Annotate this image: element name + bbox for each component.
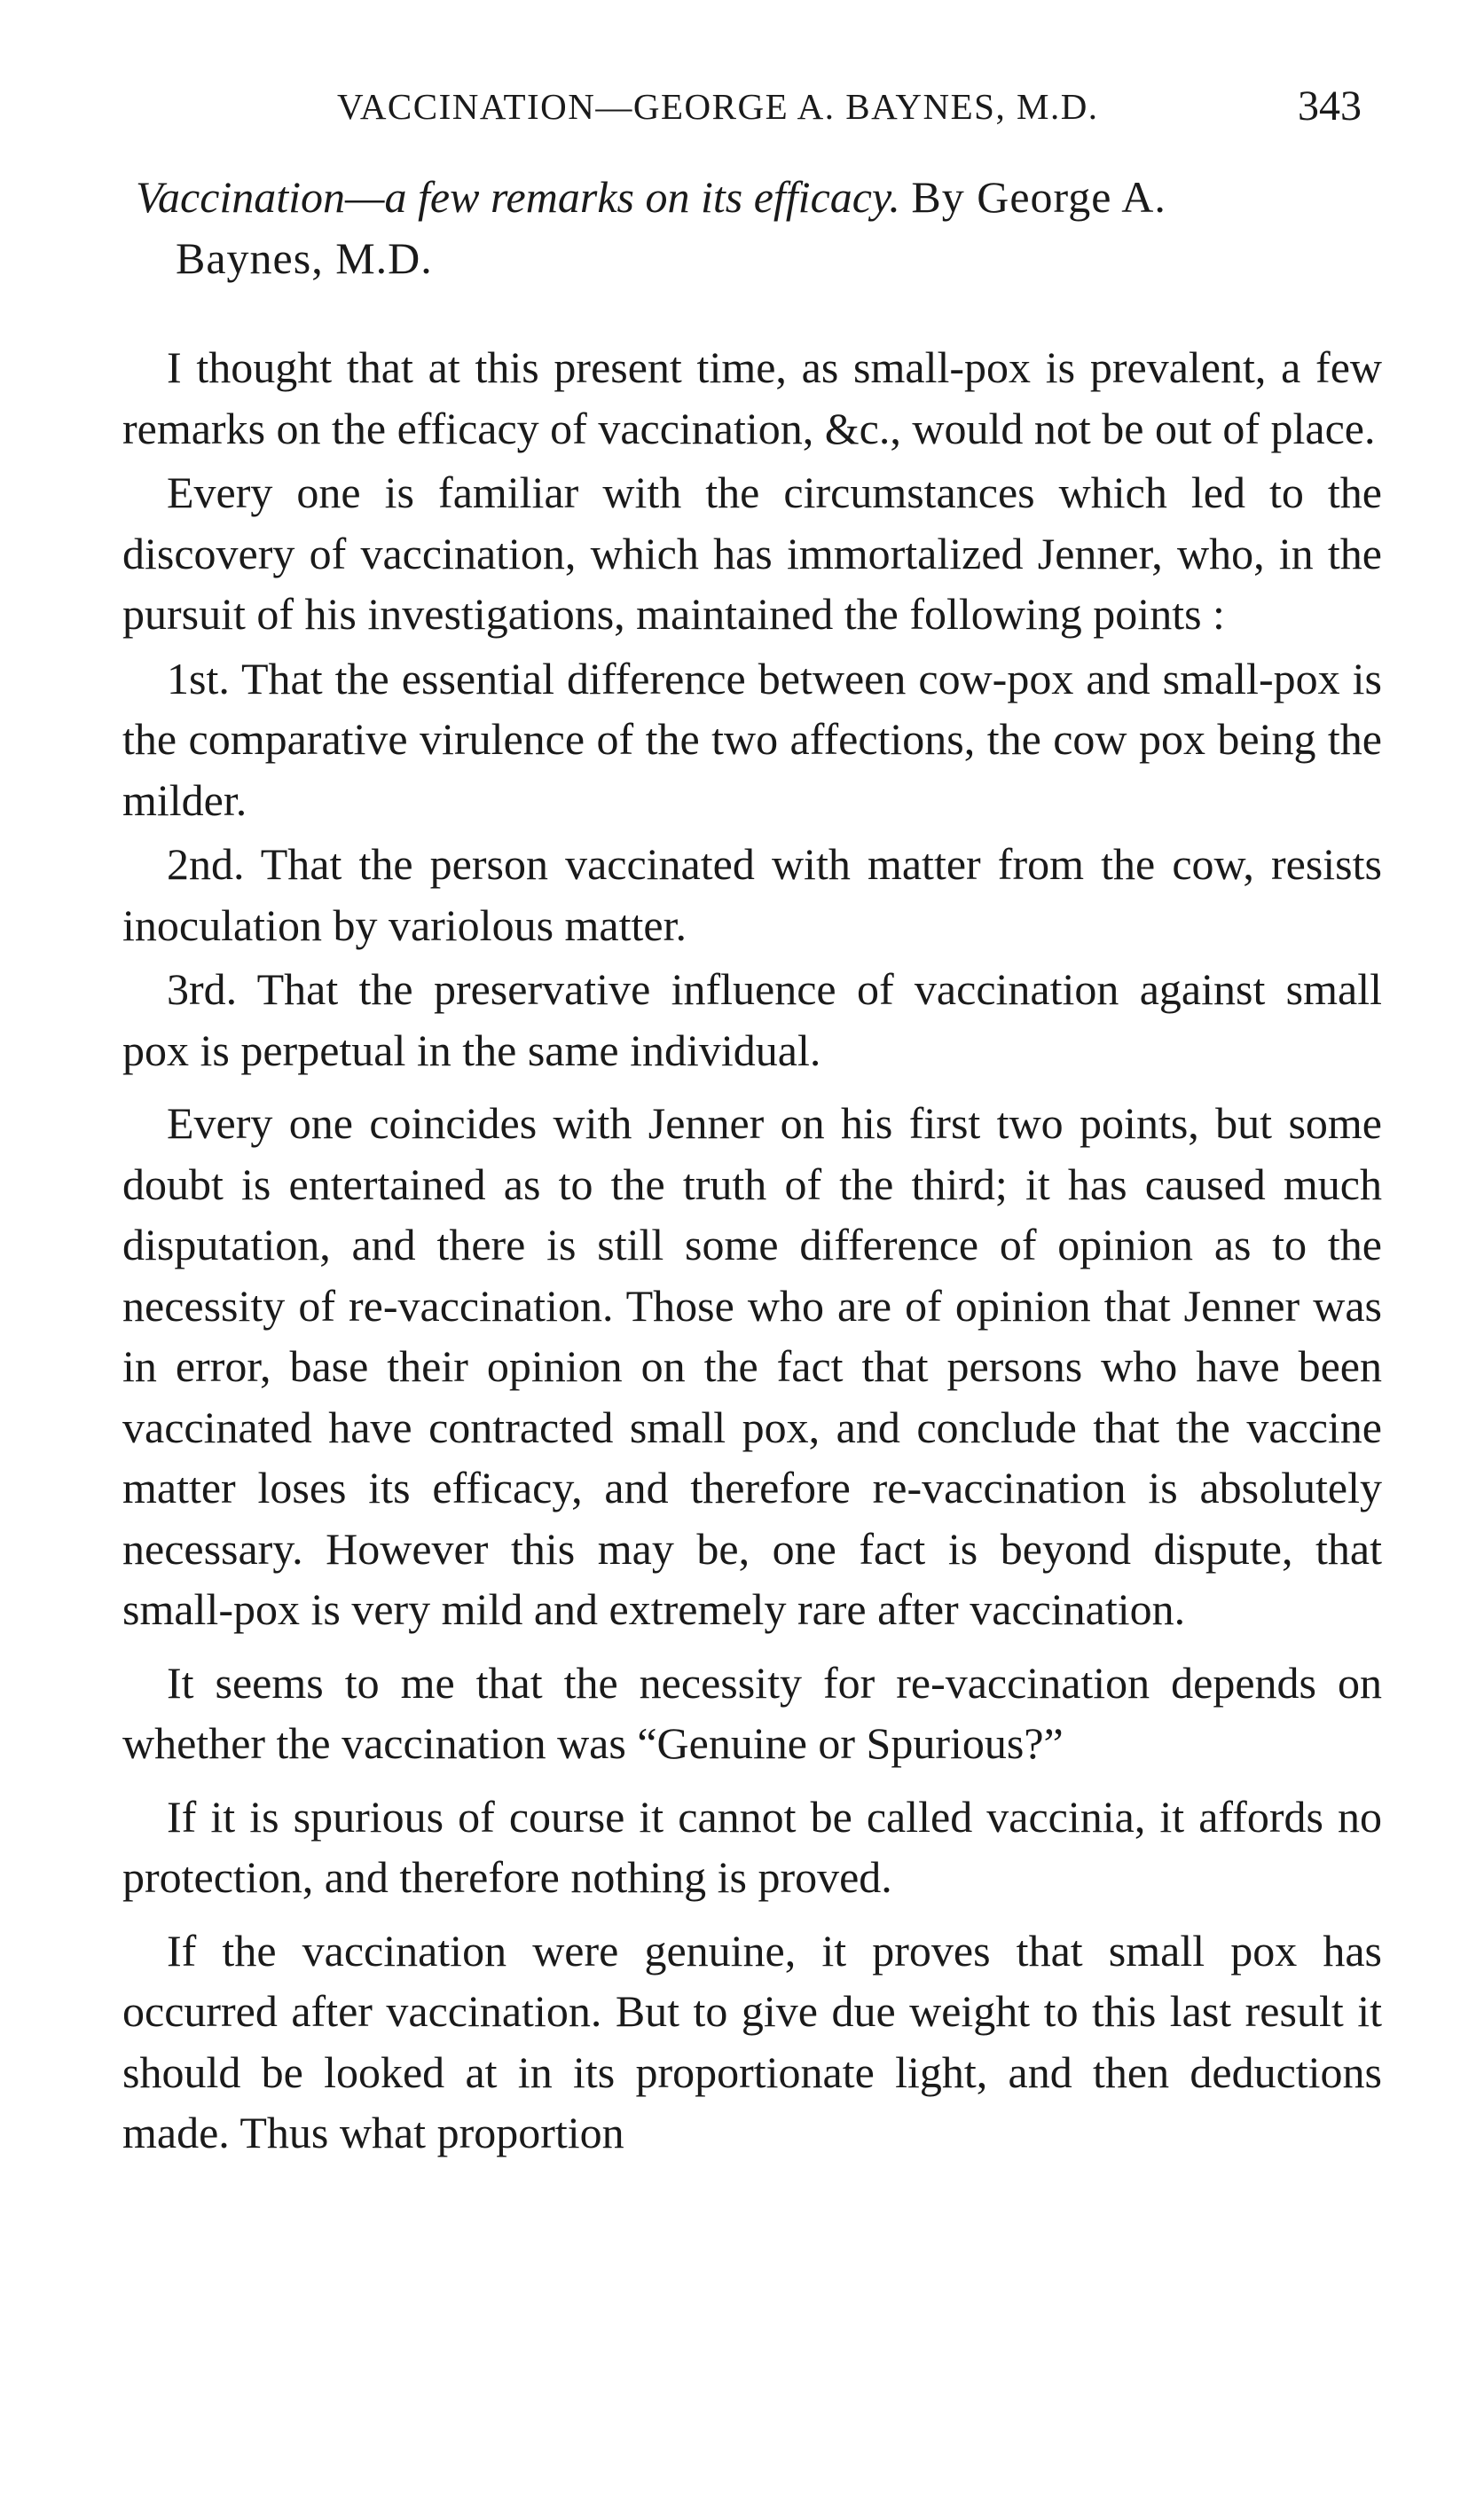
paragraph-point-second: 2nd. That the person vaccinated with matter from the cow, resists inoculation by variolous matter. [122,839,1382,950]
paragraph-revaccination: It seems to me that the necessity for re-vaccination depends on whether the vaccination was “Genuine or Spurious?” [122,1657,1382,1768]
paragraph-spurious: If it is spurious of course it cannot be called vaccinia, it affords no protection, and therefore nothing is proved. [122,1791,1382,1902]
article-byline: By George A. [911,172,1166,222]
paragraph-point-first: 1st. That the essential difference between cow-pox and small-pox is the comparative virulence of the two affections, the cow pox being the milder. [122,653,1382,825]
article-author-continued: Baynes, M.D. [176,232,433,283]
running-head: VACCINATION—GEORGE A. BAYNES, M.D. [337,86,1099,127]
article-title [122,167,1382,288]
page-number: 343 [1298,82,1362,130]
paragraph-jenner: Every one is familiar with the circumstances which led to the discovery of vaccination, which has immortalized Jenner, who, in the pursuit of his investigations, maintained the following points : [122,467,1382,639]
paragraph-genuine: If the vaccination were genuine, it proves that small pox has occurred after vaccination. But to give due weight to this last result it should be looked at in its proportionate light, and then deductions made. Thus what proportion [122,1925,1382,2157]
article-title-italic: Vaccination—a few remarks on its efficacy. [136,172,900,222]
paragraph-point-third: 3rd. That the preservative influence of vaccination against small pox is perpetual in the same individual. [122,964,1382,1075]
paragraph-discussion: Every one coincides with Jenner on his first two points, but some doubt is entertained as to the truth of the third; it has caused much disputation, and there is still some difference of opinion as to the necessity of re-vaccination. Those who are of opinion that Jenner was in error, base their opinion on the fact that persons who have been vaccinated have contracted small pox, and conclude that the vaccine matter loses its efficacy, and therefore re-vaccination is absolutely necessary. However this may be, one fact is beyond dispute, that small-pox is very mild and extremely rare after vaccination. [122,1098,1382,1634]
article-body [122,167,1382,2164]
paragraph-intro: I thought that at this present time, as small-pox is prevalent, a few remarks on the efficacy of vaccination, &c., would not be out of place. [122,342,1382,453]
